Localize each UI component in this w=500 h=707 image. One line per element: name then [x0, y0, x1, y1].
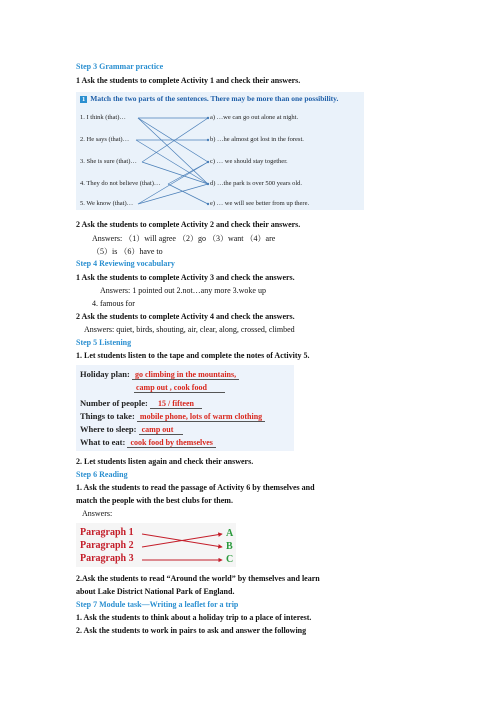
eat-label: What to eat:	[80, 437, 126, 447]
things-row	[80, 411, 265, 422]
club-a: A	[226, 528, 234, 539]
match-line	[136, 140, 208, 184]
holiday-plan-row-2	[134, 382, 225, 393]
activity1-left-5: 5. We know (that)…	[80, 200, 134, 207]
activity1-number: 1	[82, 96, 86, 103]
step6-item2-line2: about Lake District National Park of England.	[76, 587, 235, 596]
paragraph-3: Paragraph 3	[80, 553, 134, 564]
paragraph-2: Paragraph 2	[80, 540, 134, 551]
step6-item2-line1: 2.Ask the students to read “Around the world” by themselves and learn	[76, 574, 320, 583]
step4-heading: Step 4 Reviewing vocabulary	[76, 259, 175, 268]
activity3-answers-line1: Answers: 1 pointed out 2.not…any more 3.woke up	[100, 286, 266, 295]
activity1-right-d: d) …the park is over 500 years old.	[210, 180, 303, 187]
match-line	[138, 184, 208, 204]
step4-item2: 2 Ask the students to complete Activity 4 and check the answers.	[76, 312, 295, 321]
club-c: C	[226, 554, 234, 565]
step4-item1: 1 Ask the students to complete Activity 3 and check the answers.	[76, 273, 295, 282]
step5-item2: 2. Let students listen again and check their answers.	[76, 457, 254, 466]
activity1-right-a: a) …we can go out alone at night.	[210, 114, 299, 121]
things-value: mobile phone, lots of warm clothing	[137, 412, 265, 422]
activity6-match-box	[76, 523, 236, 567]
step7-item1: 1. Ask the students to think about a holiday trip to a place of interest.	[76, 613, 312, 622]
activity1-right-c: c) … we should stay together.	[210, 158, 288, 165]
club-b: B	[226, 541, 233, 552]
step5-item1: 1. Let students listen to the tape and complete the notes of Activity 5.	[76, 351, 310, 360]
activity1-left-4: 4. They do not believe (that)…	[80, 180, 161, 187]
things-label: Things to take:	[80, 411, 135, 421]
activity1-left-1: 1. I think (that)…	[80, 114, 126, 121]
sleep-row	[80, 424, 183, 435]
activity5-notes-box	[76, 365, 294, 451]
match-line	[142, 162, 208, 184]
activity1-right-b: b) …he almost got lost in the forest.	[210, 136, 304, 143]
activity1-left-2: 2. He says (that)…	[80, 136, 130, 143]
people-label: Number of people:	[80, 398, 148, 408]
step3-item1: 1 Ask the students to complete Activity 1 and check their answers.	[76, 76, 301, 85]
activity2-answers-line2: （5）is （6）have to	[92, 247, 163, 256]
step6-item1-line2: match the people with the best clubs for them.	[76, 496, 233, 505]
activity1-instruction: Match the two parts of the sentences. There may be more than one possibility.	[90, 94, 339, 103]
holiday-plan-value-2: camp out , cook food	[134, 383, 225, 393]
step6-heading: Step 6 Reading	[76, 470, 128, 479]
holiday-plan-value: go climbing in the mountains,	[132, 370, 239, 380]
eat-row	[80, 437, 216, 448]
activity1-left-3: 3. She is sure (that)…	[80, 158, 137, 165]
holiday-plan-label: Holiday plan:	[80, 369, 130, 379]
step7-heading: Step 7 Module task—Writing a leaflet for a trip	[76, 600, 239, 609]
step3-heading: Step 3 Grammar practice	[76, 62, 164, 71]
step7-item2: 2. Ask the students to work in pairs to ask and answer the following	[76, 626, 307, 635]
people-row	[80, 398, 202, 409]
eat-value: cook food by themselves	[127, 438, 215, 448]
activity6-match-lines	[76, 523, 236, 567]
step5-heading: Step 5 Listening	[76, 338, 132, 347]
sleep-value: camp out	[139, 425, 184, 435]
activity1-right-e: e) … we will see better from up there.	[210, 200, 310, 207]
people-value: 15 / fifteen	[150, 399, 202, 409]
sleep-label: Where to sleep:	[80, 424, 137, 434]
activity1-match-lines	[76, 92, 364, 210]
match-line	[138, 118, 208, 184]
step6-item1-line1: 1. Ask the students to read the passage of Activity 6 by themselves and	[76, 483, 315, 492]
activity3-answers-line2: 4. famous for	[92, 299, 135, 308]
holiday-plan-row	[80, 369, 239, 380]
activity4-answers: Answers: quiet, birds, shouting, air, clear, along, crossed, climbed	[84, 325, 295, 334]
match-line	[138, 162, 208, 204]
step6-answers-label: Answers:	[82, 509, 113, 518]
activity2-answers-line1: Answers: （1）will agree （2）go （3）want （4）are	[92, 234, 276, 243]
activity1-box	[76, 92, 364, 210]
step3-item2: 2 Ask the students to complete Activity 2 and check their answers.	[76, 220, 301, 229]
paragraph-1: Paragraph 1	[80, 527, 134, 538]
